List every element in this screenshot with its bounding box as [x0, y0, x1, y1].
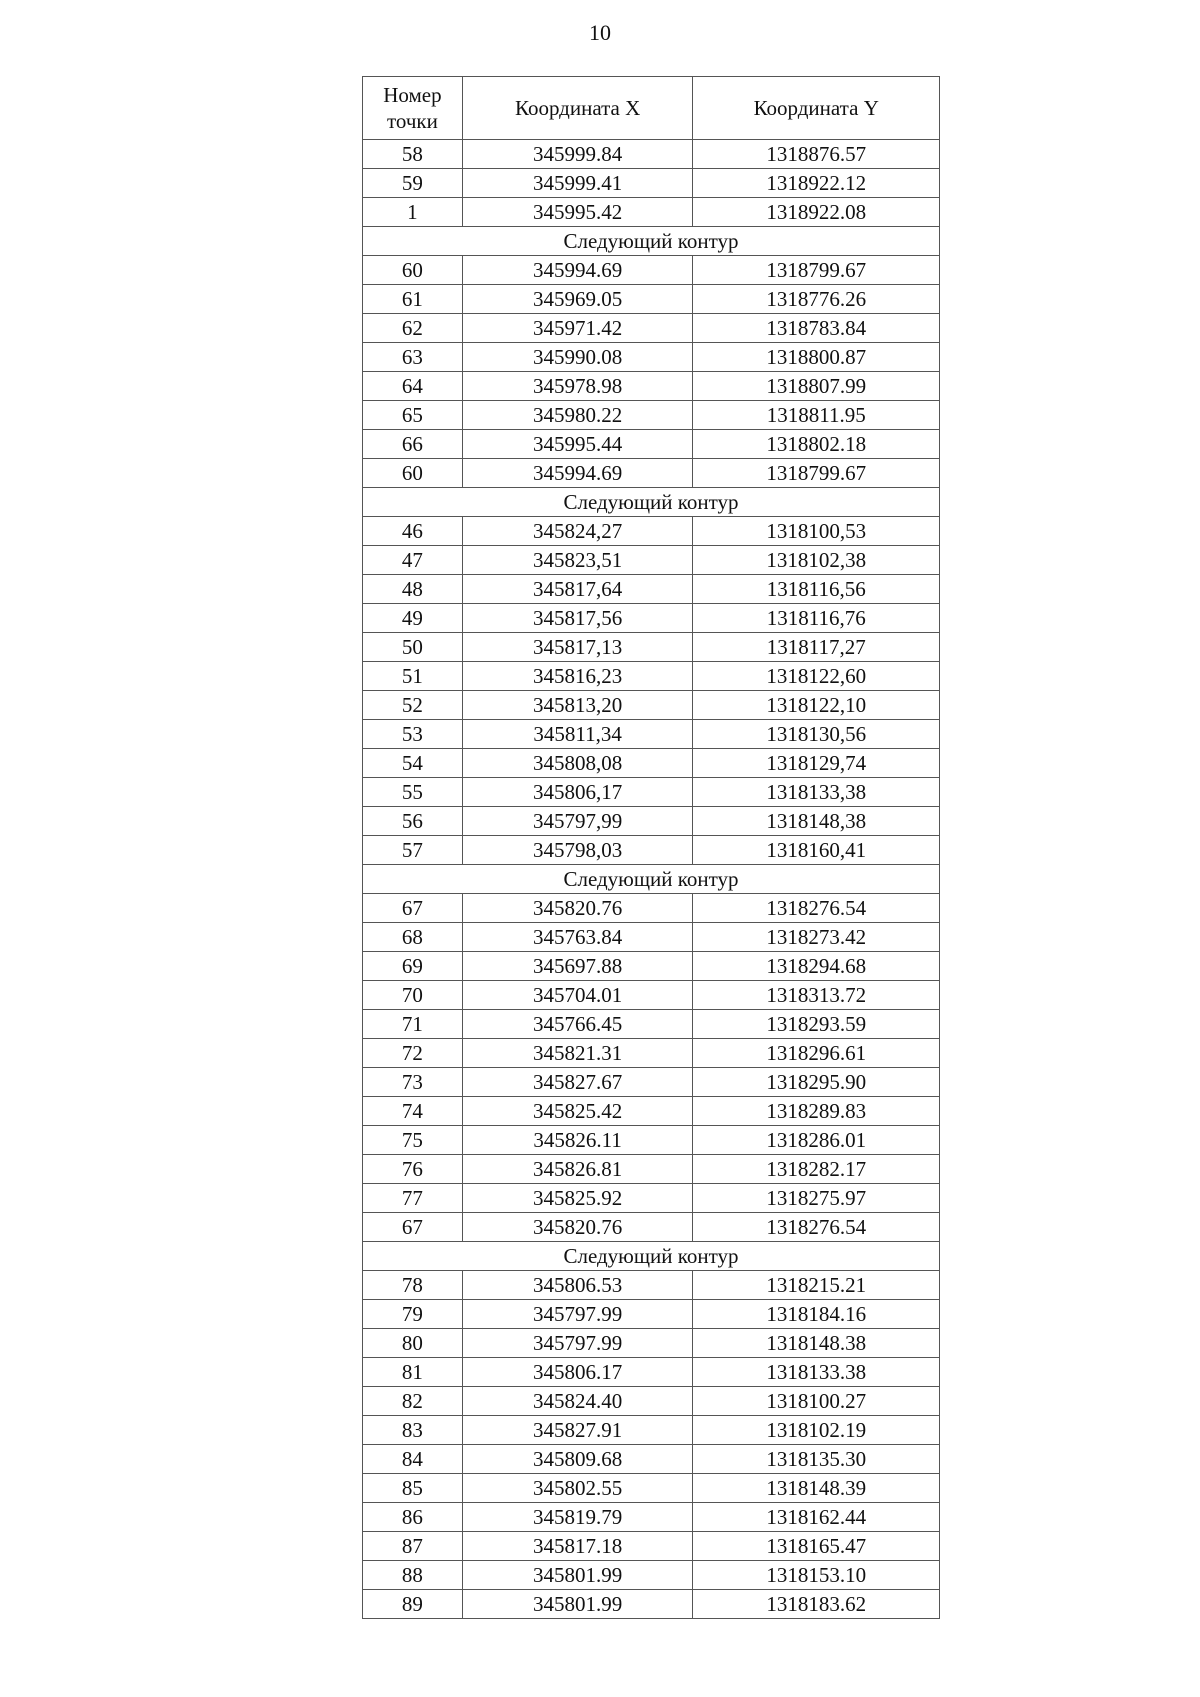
header-coordinate-y: Координата Y: [693, 77, 940, 140]
table-row: [363, 140, 940, 169]
cell-coordinate-y: 1318276.54: [693, 1213, 940, 1242]
cell-coordinate-y: 1318273.42: [693, 923, 940, 952]
cell-coordinate-y: 1318122,60: [693, 662, 940, 691]
cell-coordinate-y: 1318133.38: [693, 1358, 940, 1387]
cell-point-number: 58: [363, 140, 463, 169]
cell-coordinate-y: 1318275.97: [693, 1184, 940, 1213]
contour-separator-label: Следующий контур: [363, 227, 940, 256]
cell-point-number: 47: [363, 546, 463, 575]
cell-point-number: 65: [363, 401, 463, 430]
table-row: [363, 1474, 940, 1503]
cell-coordinate-x: 345995.44: [462, 430, 693, 459]
cell-point-number: 78: [363, 1271, 463, 1300]
cell-point-number: 82: [363, 1387, 463, 1416]
cell-coordinate-x: 345825.92: [462, 1184, 693, 1213]
cell-coordinate-y: 1318922.08: [693, 198, 940, 227]
cell-coordinate-x: 345697.88: [462, 952, 693, 981]
cell-point-number: 52: [363, 691, 463, 720]
contour-separator-label: Следующий контур: [363, 865, 940, 894]
table-row: [363, 1561, 940, 1590]
cell-point-number: 1: [363, 198, 463, 227]
cell-point-number: 79: [363, 1300, 463, 1329]
cell-point-number: 89: [363, 1590, 463, 1619]
cell-coordinate-y: 1318153.10: [693, 1561, 940, 1590]
cell-coordinate-y: 1318799.67: [693, 256, 940, 285]
cell-coordinate-y: 1318130,56: [693, 720, 940, 749]
contour-separator-row: [363, 1242, 940, 1271]
cell-coordinate-y: 1318148.39: [693, 1474, 940, 1503]
table-row: [363, 749, 940, 778]
cell-coordinate-x: 345826.11: [462, 1126, 693, 1155]
cell-coordinate-y: 1318148.38: [693, 1329, 940, 1358]
cell-coordinate-y: 1318800.87: [693, 343, 940, 372]
cell-coordinate-x: 345827.67: [462, 1068, 693, 1097]
cell-point-number: 63: [363, 343, 463, 372]
cell-coordinate-x: 345821.31: [462, 1039, 693, 1068]
cell-coordinate-y: 1318165.47: [693, 1532, 940, 1561]
cell-coordinate-x: 345819.79: [462, 1503, 693, 1532]
cell-point-number: 57: [363, 836, 463, 865]
table-row: [363, 1416, 940, 1445]
cell-coordinate-x: 345817.18: [462, 1532, 693, 1561]
cell-coordinate-x: 345820.76: [462, 1213, 693, 1242]
cell-coordinate-x: 345826.81: [462, 1155, 693, 1184]
table-row: [363, 343, 940, 372]
table-row: [363, 807, 940, 836]
header-point-number-line1: Номер: [383, 83, 442, 107]
cell-point-number: 81: [363, 1358, 463, 1387]
cell-coordinate-y: 1318100,53: [693, 517, 940, 546]
cell-point-number: 87: [363, 1532, 463, 1561]
cell-coordinate-y: 1318117,27: [693, 633, 940, 662]
contour-separator-row: [363, 227, 940, 256]
cell-point-number: 88: [363, 1561, 463, 1590]
table-row: [363, 285, 940, 314]
cell-coordinate-y: 1318102.19: [693, 1416, 940, 1445]
cell-coordinate-y: 1318876.57: [693, 140, 940, 169]
cell-coordinate-x: 345994.69: [462, 459, 693, 488]
cell-coordinate-x: 345797.99: [462, 1300, 693, 1329]
table-row: [363, 952, 940, 981]
cell-point-number: 61: [363, 285, 463, 314]
cell-coordinate-y: 1318135.30: [693, 1445, 940, 1474]
cell-coordinate-x: 345808,08: [462, 749, 693, 778]
cell-point-number: 67: [363, 894, 463, 923]
cell-coordinate-y: 1318183.62: [693, 1590, 940, 1619]
table-row: [363, 372, 940, 401]
cell-coordinate-y: 1318282.17: [693, 1155, 940, 1184]
cell-coordinate-y: 1318802.18: [693, 430, 940, 459]
cell-coordinate-x: 345990.08: [462, 343, 693, 372]
cell-coordinate-x: 345980.22: [462, 401, 693, 430]
cell-coordinate-x: 345806.17: [462, 1358, 693, 1387]
table-header: [363, 77, 940, 140]
cell-point-number: 73: [363, 1068, 463, 1097]
table-row: [363, 1329, 940, 1358]
cell-point-number: 54: [363, 749, 463, 778]
table-row: [363, 662, 940, 691]
cell-point-number: 68: [363, 923, 463, 952]
cell-coordinate-y: 1318295.90: [693, 1068, 940, 1097]
cell-coordinate-x: 345825.42: [462, 1097, 693, 1126]
cell-coordinate-y: 1318102,38: [693, 546, 940, 575]
cell-coordinate-x: 345704.01: [462, 981, 693, 1010]
table-row: [363, 169, 940, 198]
table-row: [363, 691, 940, 720]
cell-coordinate-y: 1318160,41: [693, 836, 940, 865]
cell-point-number: 49: [363, 604, 463, 633]
cell-point-number: 59: [363, 169, 463, 198]
cell-point-number: 86: [363, 1503, 463, 1532]
table-row: [363, 720, 940, 749]
cell-coordinate-x: 345811,34: [462, 720, 693, 749]
cell-coordinate-y: 1318116,76: [693, 604, 940, 633]
cell-coordinate-y: 1318133,38: [693, 778, 940, 807]
cell-point-number: 64: [363, 372, 463, 401]
table-row: [363, 314, 940, 343]
cell-point-number: 60: [363, 256, 463, 285]
cell-point-number: 85: [363, 1474, 463, 1503]
table-row: [363, 546, 940, 575]
cell-coordinate-x: 345817,56: [462, 604, 693, 633]
cell-coordinate-x: 345798,03: [462, 836, 693, 865]
table-row: [363, 894, 940, 923]
cell-coordinate-x: 345820.76: [462, 894, 693, 923]
cell-coordinate-x: 345995.42: [462, 198, 693, 227]
cell-point-number: 72: [363, 1039, 463, 1068]
cell-point-number: 67: [363, 1213, 463, 1242]
cell-point-number: 70: [363, 981, 463, 1010]
cell-point-number: 77: [363, 1184, 463, 1213]
cell-coordinate-x: 345802.55: [462, 1474, 693, 1503]
table-row: [363, 1039, 940, 1068]
table-row: [363, 923, 940, 952]
table-row: [363, 198, 940, 227]
table-row: [363, 1445, 940, 1474]
cell-coordinate-y: 1318129,74: [693, 749, 940, 778]
cell-coordinate-y: 1318162.44: [693, 1503, 940, 1532]
table-row: [363, 1126, 940, 1155]
table-row: [363, 1532, 940, 1561]
cell-point-number: 80: [363, 1329, 463, 1358]
cell-coordinate-x: 345817,13: [462, 633, 693, 662]
header-coordinate-x: Координата X: [462, 77, 693, 140]
cell-coordinate-y: 1318276.54: [693, 894, 940, 923]
header-row: [363, 77, 940, 140]
cell-coordinate-y: 1318148,38: [693, 807, 940, 836]
cell-point-number: 71: [363, 1010, 463, 1039]
cell-coordinate-y: 1318783.84: [693, 314, 940, 343]
table-row: [363, 836, 940, 865]
cell-point-number: 50: [363, 633, 463, 662]
header-point-number: [363, 77, 463, 140]
table-row: [363, 604, 940, 633]
cell-point-number: 66: [363, 430, 463, 459]
table-row: [363, 1387, 940, 1416]
cell-point-number: 62: [363, 314, 463, 343]
cell-coordinate-y: 1318296.61: [693, 1039, 940, 1068]
cell-coordinate-x: 345971.42: [462, 314, 693, 343]
header-point-number-line2: точки: [387, 109, 438, 133]
cell-point-number: 51: [363, 662, 463, 691]
table-row: [363, 430, 940, 459]
cell-coordinate-y: 1318289.83: [693, 1097, 940, 1126]
table-row: [363, 1300, 940, 1329]
cell-point-number: 46: [363, 517, 463, 546]
cell-coordinate-y: 1318116,56: [693, 575, 940, 604]
cell-coordinate-y: 1318293.59: [693, 1010, 940, 1039]
cell-point-number: 75: [363, 1126, 463, 1155]
table-row: [363, 1097, 940, 1126]
cell-coordinate-x: 345823,51: [462, 546, 693, 575]
contour-separator-label: Следующий контур: [363, 1242, 940, 1271]
table-body: [363, 140, 940, 1619]
cell-coordinate-x: 345827.91: [462, 1416, 693, 1445]
cell-coordinate-x: 345806.53: [462, 1271, 693, 1300]
table-row: [363, 517, 940, 546]
cell-coordinate-x: 345969.05: [462, 285, 693, 314]
contour-separator-row: [363, 865, 940, 894]
cell-coordinate-x: 345994.69: [462, 256, 693, 285]
table-row: [363, 575, 940, 604]
table-row: [363, 778, 940, 807]
cell-coordinate-y: 1318286.01: [693, 1126, 940, 1155]
cell-coordinate-x: 345999.41: [462, 169, 693, 198]
cell-coordinate-y: 1318215.21: [693, 1271, 940, 1300]
table-row: [363, 1213, 940, 1242]
cell-point-number: 53: [363, 720, 463, 749]
table-row: [363, 1184, 940, 1213]
cell-coordinate-y: 1318807.99: [693, 372, 940, 401]
cell-coordinate-x: 345797,99: [462, 807, 693, 836]
cell-coordinate-x: 345999.84: [462, 140, 693, 169]
cell-coordinate-y: 1318122,10: [693, 691, 940, 720]
cell-point-number: 76: [363, 1155, 463, 1184]
table-row: [363, 1155, 940, 1184]
cell-point-number: 56: [363, 807, 463, 836]
table-row: [363, 459, 940, 488]
cell-coordinate-x: 345978.98: [462, 372, 693, 401]
table-row: [363, 1068, 940, 1097]
cell-coordinate-x: 345824,27: [462, 517, 693, 546]
cell-coordinate-y: 1318811.95: [693, 401, 940, 430]
cell-point-number: 69: [363, 952, 463, 981]
cell-coordinate-x: 345813,20: [462, 691, 693, 720]
cell-coordinate-y: 1318294.68: [693, 952, 940, 981]
cell-coordinate-y: 1318313.72: [693, 981, 940, 1010]
cell-point-number: 74: [363, 1097, 463, 1126]
cell-point-number: 84: [363, 1445, 463, 1474]
page-number: 10: [589, 20, 611, 45]
table-row: [363, 1010, 940, 1039]
table-row: [363, 981, 940, 1010]
contour-separator-label: Следующий контур: [363, 488, 940, 517]
cell-coordinate-y: 1318776.26: [693, 285, 940, 314]
cell-coordinate-x: 345797.99: [462, 1329, 693, 1358]
table-row: [363, 633, 940, 662]
table-row: [363, 256, 940, 285]
cell-coordinate-x: 345824.40: [462, 1387, 693, 1416]
cell-coordinate-x: 345816,23: [462, 662, 693, 691]
cell-coordinate-y: 1318799.67: [693, 459, 940, 488]
cell-point-number: 60: [363, 459, 463, 488]
cell-coordinate-x: 345766.45: [462, 1010, 693, 1039]
cell-coordinate-y: 1318922.12: [693, 169, 940, 198]
table-row: [363, 1503, 940, 1532]
cell-coordinate-x: 345806,17: [462, 778, 693, 807]
cell-point-number: 48: [363, 575, 463, 604]
table-row: [363, 1358, 940, 1387]
cell-coordinate-x: 345801.99: [462, 1590, 693, 1619]
cell-coordinate-x: 345763.84: [462, 923, 693, 952]
table-row: [363, 401, 940, 430]
cell-coordinate-y: 1318184.16: [693, 1300, 940, 1329]
cell-point-number: 83: [363, 1416, 463, 1445]
cell-coordinate-x: 345817,64: [462, 575, 693, 604]
contour-separator-row: [363, 488, 940, 517]
cell-coordinate-y: 1318100.27: [693, 1387, 940, 1416]
cell-coordinate-x: 345809.68: [462, 1445, 693, 1474]
table-row: [363, 1271, 940, 1300]
cell-coordinate-x: 345801.99: [462, 1561, 693, 1590]
table-row: [363, 1590, 940, 1619]
coordinates-table: [362, 76, 940, 1619]
cell-point-number: 55: [363, 778, 463, 807]
